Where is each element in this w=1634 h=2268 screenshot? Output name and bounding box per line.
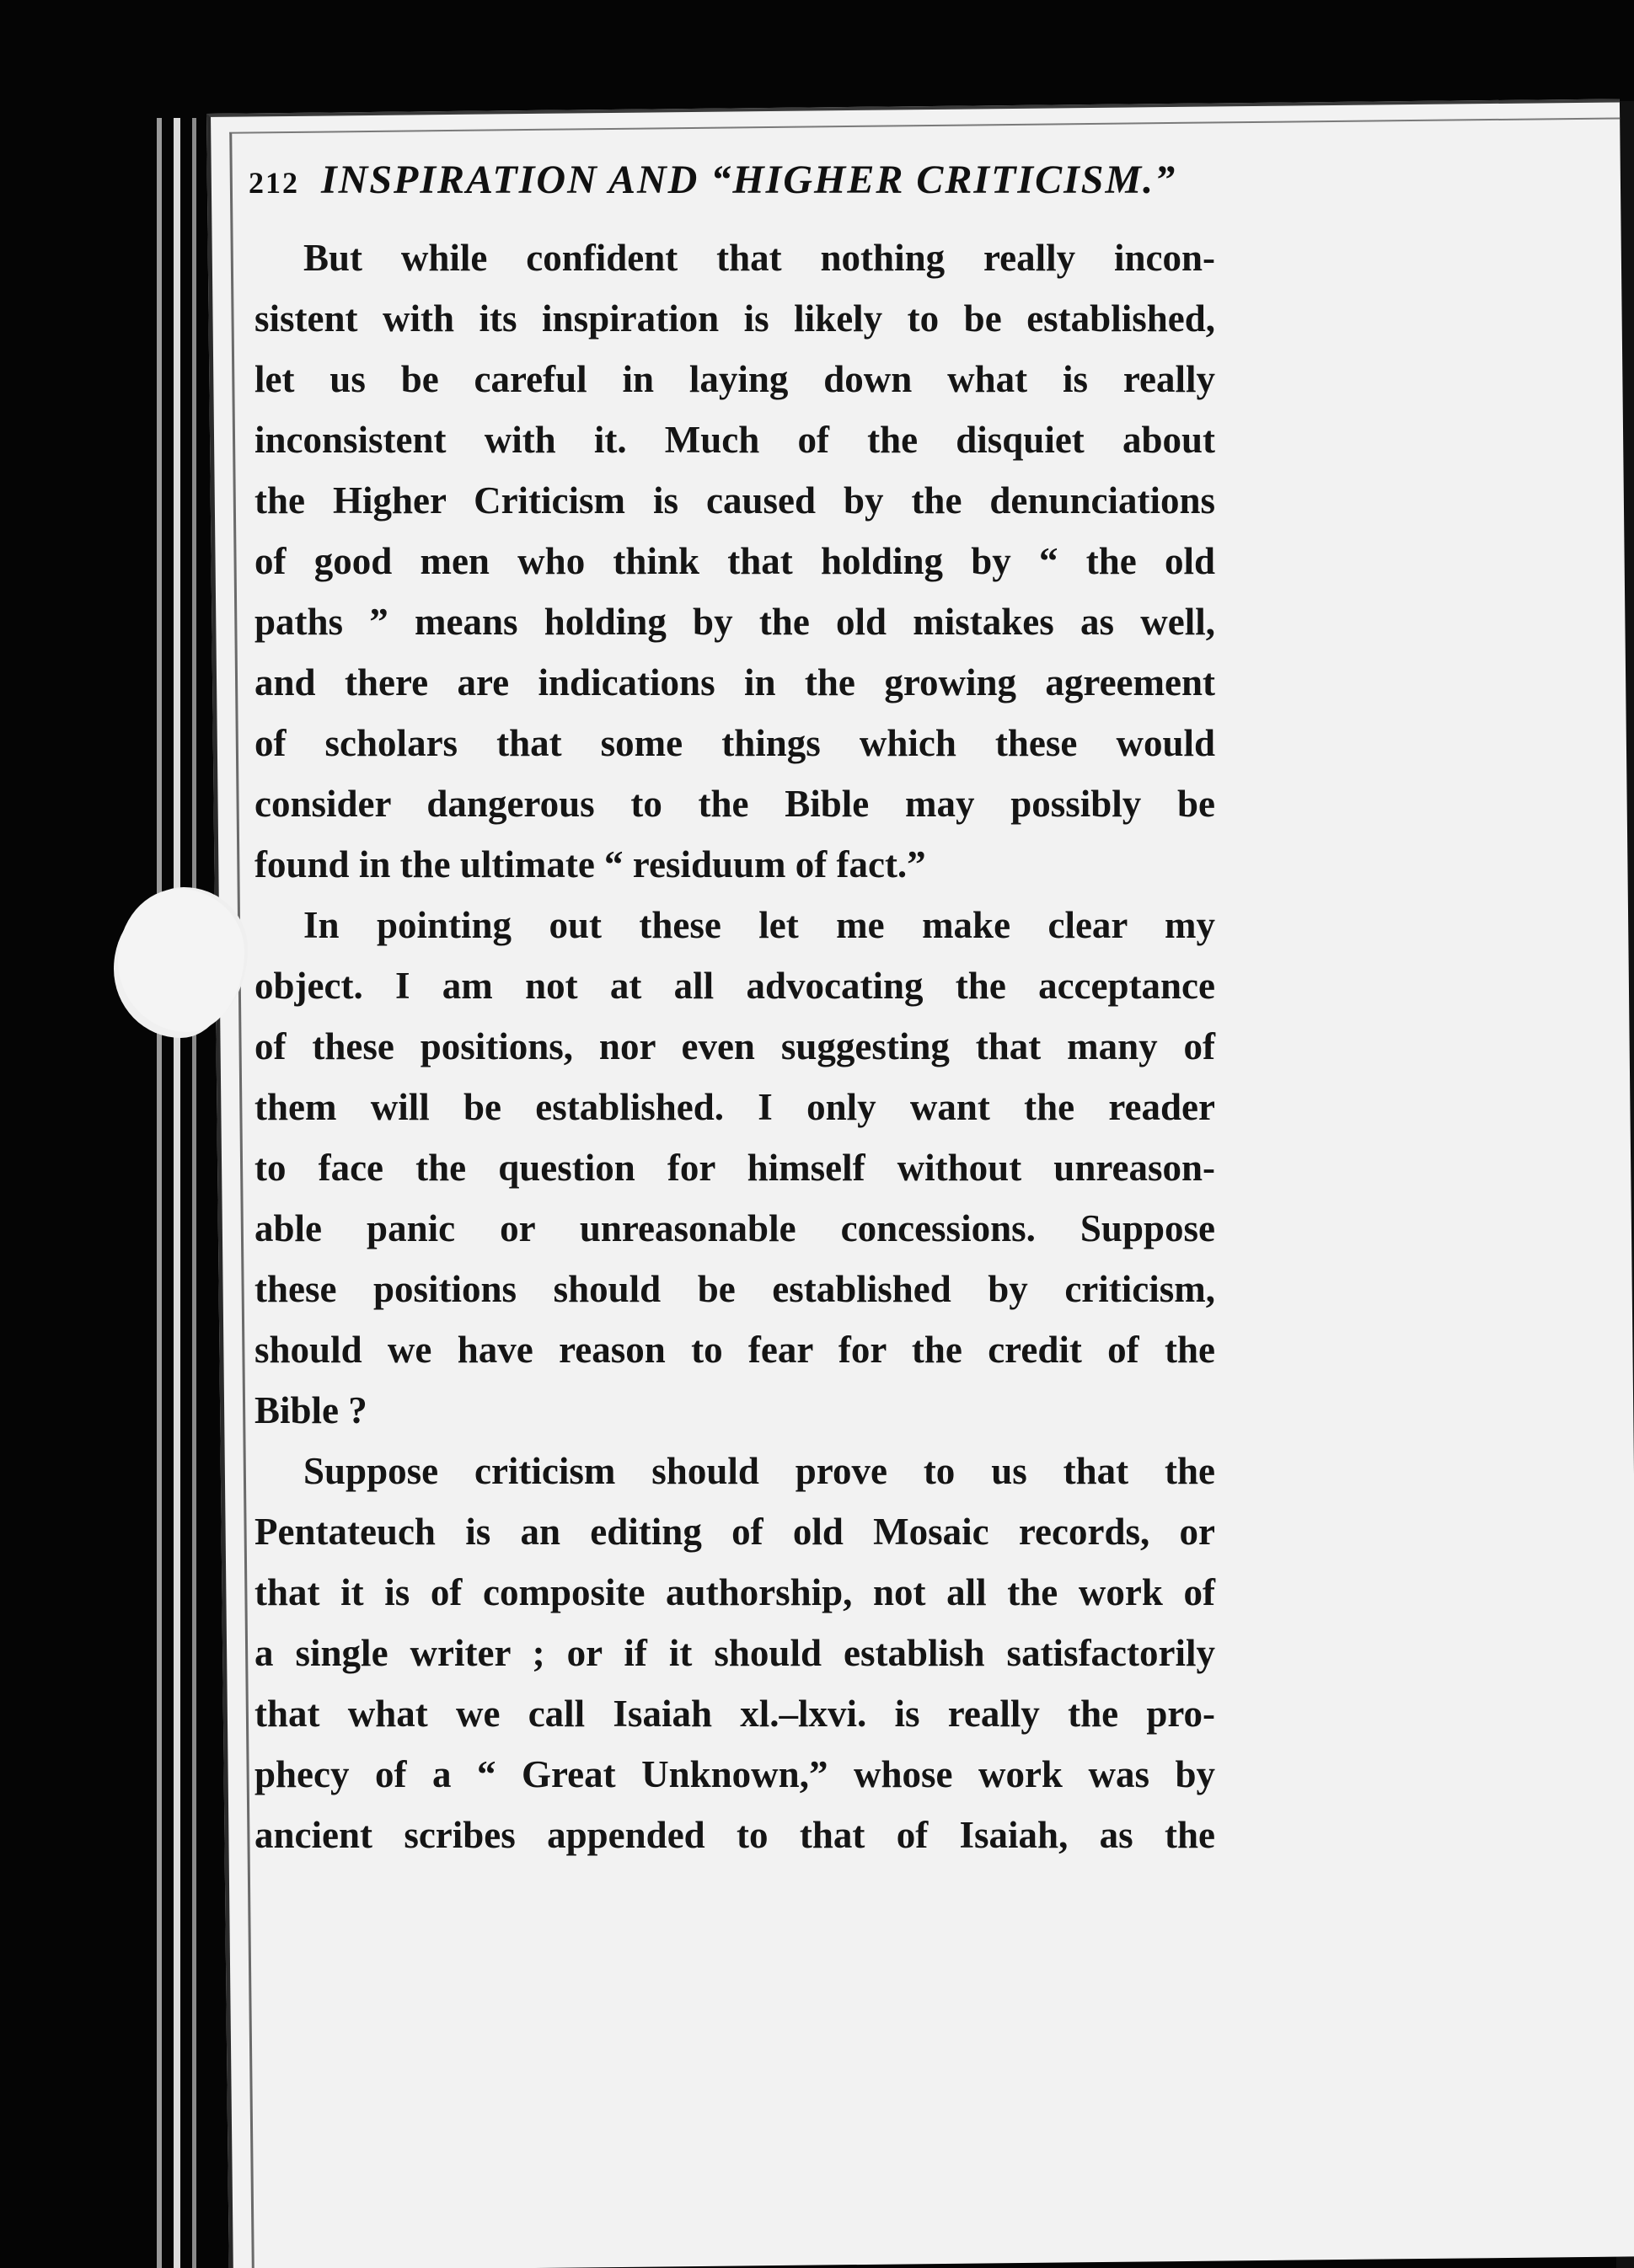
text-line: of these positions, nor even suggesting that many of xyxy=(254,1025,1215,1067)
text-line: to face the question for himself without unreason- xyxy=(254,1147,1215,1189)
binding-edge-stripe xyxy=(192,118,196,2268)
text-line: paths ” means holding by the old mistakes as well, xyxy=(254,601,1215,643)
text-line: found in the ultimate “ residuum of fact.” xyxy=(254,843,926,885)
text-line: and there are indications in the growing agreement xyxy=(254,661,1215,703)
text-line: Pentateuch is an editing of old Mosaic records, or xyxy=(254,1511,1215,1553)
text-line: should we have reason to fear for the credit of the xyxy=(254,1329,1215,1371)
running-header xyxy=(249,157,1176,203)
text-line: of good men who think that holding by “ the old xyxy=(254,540,1215,582)
text-line: In pointing out these let me make clear my xyxy=(303,904,1215,946)
text-line: phecy of a “ Great Unknown,” whose work was by xyxy=(254,1753,1215,1795)
text-line: able panic or unreasonable concessions. Suppose xyxy=(254,1207,1215,1249)
text-line: these positions should be established by criticism, xyxy=(254,1268,1215,1310)
text-line: sistent with its inspiration is likely to be established, xyxy=(254,297,1215,340)
page-number: 212 xyxy=(249,166,299,200)
text-line: them will be established. I only want the reader xyxy=(254,1086,1215,1128)
body-text xyxy=(254,227,1215,1865)
paper-damage-blot xyxy=(118,889,244,1032)
text-line: ancient scribes appended to that of Isaiah, as the xyxy=(254,1814,1215,1856)
text-line: consider dangerous to the Bible may possibly be xyxy=(254,783,1215,825)
text-line: a single writer ; or if it should establish satisfactorily xyxy=(254,1632,1215,1674)
text-line: But while confident that nothing really incon- xyxy=(303,237,1215,279)
text-line: the Higher Criticism is caused by the denunciations xyxy=(254,479,1215,522)
binding-edge-stripe xyxy=(157,118,162,2268)
text-line: that it is of composite authorship, not all the work of xyxy=(254,1571,1215,1613)
running-title: INSPIRATION AND “HIGHER CRITICISM.” xyxy=(321,158,1177,202)
text-line: object. I am not at all advocating the acceptance xyxy=(254,965,1215,1007)
text-line: inconsistent with it. Much of the disquiet about xyxy=(254,419,1215,461)
binding-edge-stripe xyxy=(174,118,180,2268)
text-line: let us be careful in laying down what is really xyxy=(254,358,1215,400)
text-line: of scholars that some things which these would xyxy=(254,722,1215,764)
text-line: that what we call Isaiah xl.–lxvi. is really the pro- xyxy=(254,1693,1215,1735)
text-line: Suppose criticism should prove to us that the xyxy=(303,1450,1215,1492)
text-line: Bible ? xyxy=(254,1389,367,1431)
